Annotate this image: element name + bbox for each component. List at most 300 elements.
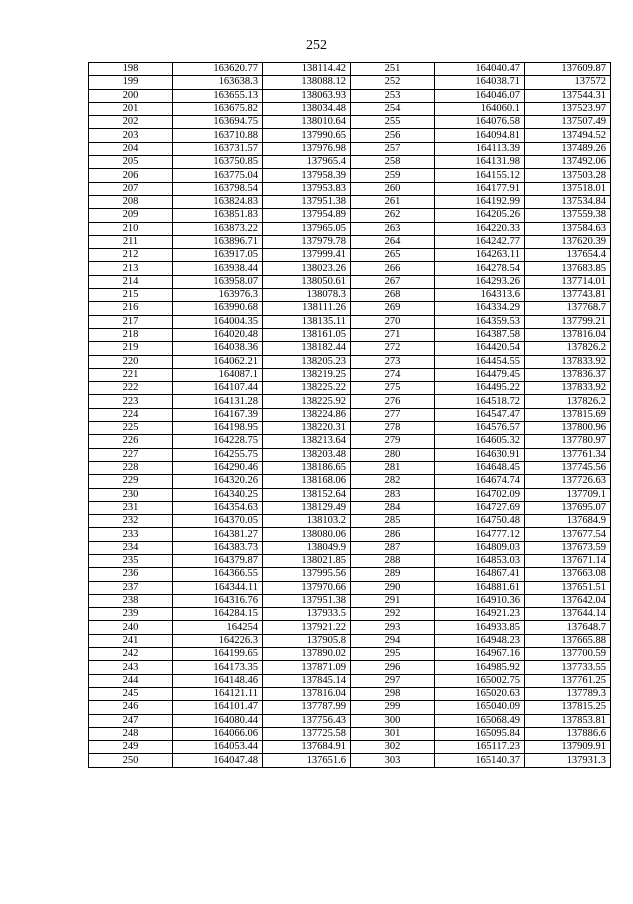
x-coordinate-right-cell: 164702.09	[435, 488, 525, 501]
y-coordinate-right-cell: 137654.4	[525, 249, 611, 262]
y-coordinate-left-cell: 138152.64	[263, 488, 351, 501]
x-coordinate-right-cell: 165095.84	[435, 727, 525, 740]
y-coordinate-right-cell: 137559.38	[525, 209, 611, 222]
point-number-left-cell: 242	[89, 648, 173, 661]
point-number-left-cell: 240	[89, 621, 173, 634]
point-number-left-cell: 209	[89, 209, 173, 222]
point-number-left-cell: 239	[89, 608, 173, 621]
table-row	[89, 142, 611, 155]
x-coordinate-left-cell: 164062.21	[173, 355, 263, 368]
y-coordinate-left-cell: 138213.64	[263, 435, 351, 448]
point-number-left-cell: 241	[89, 634, 173, 647]
y-coordinate-left-cell: 137979.78	[263, 235, 351, 248]
x-coordinate-left-cell: 164087.1	[173, 368, 263, 381]
table-row	[89, 328, 611, 341]
point-number-left-cell: 233	[89, 528, 173, 541]
x-coordinate-left-cell: 163655.13	[173, 89, 263, 102]
point-number-left-cell: 246	[89, 701, 173, 714]
table-row	[89, 102, 611, 115]
x-coordinate-right-cell: 164040.47	[435, 63, 525, 76]
y-coordinate-right-cell: 137648.7	[525, 621, 611, 634]
table-row	[89, 594, 611, 607]
x-coordinate-left-cell: 163990.68	[173, 302, 263, 315]
y-coordinate-right-cell: 137761.25	[525, 674, 611, 687]
x-coordinate-left-cell: 164107.44	[173, 382, 263, 395]
y-coordinate-left-cell: 138168.06	[263, 475, 351, 488]
point-number-right-cell: 293	[351, 621, 435, 634]
x-coordinate-right-cell: 164113.39	[435, 142, 525, 155]
y-coordinate-left-cell: 138219.25	[263, 368, 351, 381]
point-number-right-cell: 289	[351, 568, 435, 581]
point-number-right-cell: 259	[351, 169, 435, 182]
y-coordinate-left-cell: 137787.99	[263, 701, 351, 714]
y-coordinate-right-cell: 137518.01	[525, 182, 611, 195]
point-number-right-cell: 302	[351, 741, 435, 754]
x-coordinate-left-cell: 163851.83	[173, 209, 263, 222]
y-coordinate-left-cell: 137976.98	[263, 142, 351, 155]
table-row	[89, 355, 611, 368]
point-number-left-cell: 203	[89, 129, 173, 142]
point-number-right-cell: 285	[351, 515, 435, 528]
table-row	[89, 475, 611, 488]
table-row	[89, 515, 611, 528]
x-coordinate-right-cell: 164094.81	[435, 129, 525, 142]
y-coordinate-left-cell: 138021.85	[263, 554, 351, 567]
y-coordinate-left-cell: 138161.05	[263, 328, 351, 341]
x-coordinate-right-cell: 164359.53	[435, 315, 525, 328]
point-number-right-cell: 300	[351, 714, 435, 727]
y-coordinate-left-cell: 137845.14	[263, 674, 351, 687]
point-number-left-cell: 208	[89, 195, 173, 208]
point-number-right-cell: 276	[351, 395, 435, 408]
x-coordinate-right-cell: 164727.69	[435, 501, 525, 514]
table-row	[89, 435, 611, 448]
table-body	[89, 63, 611, 768]
y-coordinate-left-cell: 138063.93	[263, 89, 351, 102]
y-coordinate-right-cell: 137671.14	[525, 554, 611, 567]
y-coordinate-left-cell: 138220.31	[263, 422, 351, 435]
x-coordinate-right-cell: 164985.92	[435, 661, 525, 674]
point-number-right-cell: 288	[351, 554, 435, 567]
point-number-left-cell: 219	[89, 342, 173, 355]
point-number-left-cell: 244	[89, 674, 173, 687]
point-number-right-cell: 303	[351, 754, 435, 767]
table-row	[89, 568, 611, 581]
point-number-left-cell: 247	[89, 714, 173, 727]
y-coordinate-right-cell: 137494.52	[525, 129, 611, 142]
x-coordinate-left-cell: 164255.75	[173, 448, 263, 461]
point-number-left-cell: 231	[89, 501, 173, 514]
x-coordinate-left-cell: 164066.06	[173, 727, 263, 740]
point-number-right-cell: 275	[351, 382, 435, 395]
y-coordinate-left-cell: 137958.39	[263, 169, 351, 182]
y-coordinate-left-cell: 138034.48	[263, 102, 351, 115]
point-number-right-cell: 291	[351, 594, 435, 607]
point-number-right-cell: 264	[351, 235, 435, 248]
y-coordinate-left-cell: 137965.05	[263, 222, 351, 235]
point-number-right-cell: 278	[351, 422, 435, 435]
x-coordinate-left-cell: 163620.77	[173, 63, 263, 76]
y-coordinate-right-cell: 137684.9	[525, 515, 611, 528]
x-coordinate-right-cell: 165068.49	[435, 714, 525, 727]
x-coordinate-right-cell: 164313.6	[435, 289, 525, 302]
point-number-left-cell: 204	[89, 142, 173, 155]
point-number-left-cell: 249	[89, 741, 173, 754]
x-coordinate-right-cell: 164263.11	[435, 249, 525, 262]
x-coordinate-left-cell: 164344.11	[173, 581, 263, 594]
y-coordinate-right-cell: 137833.92	[525, 382, 611, 395]
y-coordinate-right-cell: 137909.91	[525, 741, 611, 754]
point-number-left-cell: 243	[89, 661, 173, 674]
y-coordinate-left-cell: 137921.22	[263, 621, 351, 634]
x-coordinate-right-cell: 164576.57	[435, 422, 525, 435]
x-coordinate-right-cell: 165020.63	[435, 687, 525, 700]
x-coordinate-left-cell: 164121.11	[173, 687, 263, 700]
y-coordinate-right-cell: 137789.3	[525, 687, 611, 700]
y-coordinate-left-cell: 137816.04	[263, 687, 351, 700]
point-number-right-cell: 263	[351, 222, 435, 235]
x-coordinate-right-cell: 164547.47	[435, 408, 525, 421]
x-coordinate-right-cell: 164060.1	[435, 102, 525, 115]
x-coordinate-right-cell: 164334.29	[435, 302, 525, 315]
x-coordinate-left-cell: 163775.04	[173, 169, 263, 182]
point-number-left-cell: 226	[89, 435, 173, 448]
x-coordinate-right-cell: 164809.03	[435, 541, 525, 554]
point-number-right-cell: 252	[351, 76, 435, 89]
x-coordinate-left-cell: 164080.44	[173, 714, 263, 727]
point-number-left-cell: 216	[89, 302, 173, 315]
point-number-left-cell: 232	[89, 515, 173, 528]
x-coordinate-left-cell: 164340.25	[173, 488, 263, 501]
x-coordinate-left-cell: 164284.15	[173, 608, 263, 621]
point-number-left-cell: 214	[89, 275, 173, 288]
point-number-right-cell: 299	[351, 701, 435, 714]
table-row	[89, 315, 611, 328]
x-coordinate-right-cell: 164454.55	[435, 355, 525, 368]
point-number-left-cell: 225	[89, 422, 173, 435]
point-number-left-cell: 221	[89, 368, 173, 381]
point-number-right-cell: 279	[351, 435, 435, 448]
x-coordinate-right-cell: 164867.41	[435, 568, 525, 581]
point-number-right-cell: 266	[351, 262, 435, 275]
point-number-right-cell: 257	[351, 142, 435, 155]
x-coordinate-left-cell: 163917.05	[173, 249, 263, 262]
y-coordinate-left-cell: 138080.06	[263, 528, 351, 541]
x-coordinate-left-cell: 163896.71	[173, 235, 263, 248]
table-row	[89, 222, 611, 235]
point-number-right-cell: 270	[351, 315, 435, 328]
y-coordinate-left-cell: 138103.2	[263, 515, 351, 528]
x-coordinate-right-cell: 164278.54	[435, 262, 525, 275]
point-number-right-cell: 258	[351, 156, 435, 169]
point-number-left-cell: 235	[89, 554, 173, 567]
point-number-left-cell: 210	[89, 222, 173, 235]
point-number-left-cell: 207	[89, 182, 173, 195]
table-row	[89, 634, 611, 647]
point-number-right-cell: 287	[351, 541, 435, 554]
x-coordinate-right-cell: 164420.54	[435, 342, 525, 355]
table-row	[89, 302, 611, 315]
point-number-left-cell: 202	[89, 116, 173, 129]
x-coordinate-left-cell: 163731.57	[173, 142, 263, 155]
x-coordinate-left-cell: 164199.65	[173, 648, 263, 661]
table-row	[89, 648, 611, 661]
point-number-left-cell: 215	[89, 289, 173, 302]
point-number-right-cell: 268	[351, 289, 435, 302]
x-coordinate-left-cell: 164004.35	[173, 315, 263, 328]
y-coordinate-left-cell: 137933.5	[263, 608, 351, 621]
x-coordinate-left-cell: 164226.3	[173, 634, 263, 647]
y-coordinate-left-cell: 137951.38	[263, 594, 351, 607]
y-coordinate-left-cell: 137684.91	[263, 741, 351, 754]
y-coordinate-left-cell: 138129.49	[263, 501, 351, 514]
y-coordinate-left-cell: 138111.26	[263, 302, 351, 315]
table-row	[89, 63, 611, 76]
y-coordinate-right-cell: 137800.96	[525, 422, 611, 435]
x-coordinate-left-cell: 164370.05	[173, 515, 263, 528]
point-number-right-cell: 292	[351, 608, 435, 621]
point-number-right-cell: 256	[351, 129, 435, 142]
x-coordinate-right-cell: 164131.98	[435, 156, 525, 169]
x-coordinate-right-cell: 164479.45	[435, 368, 525, 381]
x-coordinate-right-cell: 164495.22	[435, 382, 525, 395]
y-coordinate-left-cell: 138114.42	[263, 63, 351, 76]
point-number-left-cell: 205	[89, 156, 173, 169]
point-number-right-cell: 262	[351, 209, 435, 222]
y-coordinate-right-cell: 137673.59	[525, 541, 611, 554]
point-number-right-cell: 280	[351, 448, 435, 461]
x-coordinate-left-cell: 164254	[173, 621, 263, 634]
point-number-right-cell: 261	[351, 195, 435, 208]
x-coordinate-left-cell: 164290.46	[173, 461, 263, 474]
x-coordinate-right-cell: 165140.37	[435, 754, 525, 767]
table-row	[89, 554, 611, 567]
table-row	[89, 342, 611, 355]
table-row	[89, 608, 611, 621]
point-number-left-cell: 224	[89, 408, 173, 421]
table-row	[89, 382, 611, 395]
point-number-left-cell: 230	[89, 488, 173, 501]
y-coordinate-left-cell: 138225.22	[263, 382, 351, 395]
table-row	[89, 169, 611, 182]
table-row	[89, 262, 611, 275]
point-number-left-cell: 236	[89, 568, 173, 581]
x-coordinate-right-cell: 164293.26	[435, 275, 525, 288]
y-coordinate-right-cell: 137665.88	[525, 634, 611, 647]
table-row	[89, 674, 611, 687]
point-number-left-cell: 218	[89, 328, 173, 341]
point-number-left-cell: 248	[89, 727, 173, 740]
y-coordinate-right-cell: 137709.1	[525, 488, 611, 501]
point-number-right-cell: 290	[351, 581, 435, 594]
point-number-right-cell: 282	[351, 475, 435, 488]
x-coordinate-left-cell: 163938.44	[173, 262, 263, 275]
table-row	[89, 541, 611, 554]
x-coordinate-left-cell: 163798.54	[173, 182, 263, 195]
y-coordinate-right-cell: 137726.63	[525, 475, 611, 488]
x-coordinate-right-cell: 164853.03	[435, 554, 525, 567]
x-coordinate-right-cell: 164192.99	[435, 195, 525, 208]
point-number-left-cell: 245	[89, 687, 173, 700]
point-number-right-cell: 272	[351, 342, 435, 355]
x-coordinate-right-cell: 164967.16	[435, 648, 525, 661]
y-coordinate-right-cell: 137799.21	[525, 315, 611, 328]
x-coordinate-right-cell: 164921.23	[435, 608, 525, 621]
x-coordinate-left-cell: 164366.55	[173, 568, 263, 581]
table-row	[89, 275, 611, 288]
y-coordinate-right-cell: 137683.85	[525, 262, 611, 275]
y-coordinate-left-cell: 137990.65	[263, 129, 351, 142]
y-coordinate-left-cell: 137995.56	[263, 568, 351, 581]
y-coordinate-left-cell: 138050.61	[263, 275, 351, 288]
x-coordinate-right-cell: 164242.77	[435, 235, 525, 248]
y-coordinate-right-cell: 137745.56	[525, 461, 611, 474]
y-coordinate-left-cell: 137871.09	[263, 661, 351, 674]
table-row	[89, 727, 611, 740]
y-coordinate-right-cell: 137663.08	[525, 568, 611, 581]
x-coordinate-left-cell: 164320.26	[173, 475, 263, 488]
point-number-left-cell: 212	[89, 249, 173, 262]
point-number-right-cell: 294	[351, 634, 435, 647]
x-coordinate-left-cell: 164131.28	[173, 395, 263, 408]
y-coordinate-left-cell: 138010.64	[263, 116, 351, 129]
y-coordinate-right-cell: 137644.14	[525, 608, 611, 621]
y-coordinate-left-cell: 138088.12	[263, 76, 351, 89]
table-row	[89, 249, 611, 262]
point-number-left-cell: 250	[89, 754, 173, 767]
x-coordinate-left-cell: 164316.76	[173, 594, 263, 607]
point-number-right-cell: 286	[351, 528, 435, 541]
y-coordinate-right-cell: 137507.49	[525, 116, 611, 129]
x-coordinate-left-cell: 163873.22	[173, 222, 263, 235]
y-coordinate-left-cell: 138078.3	[263, 289, 351, 302]
point-number-right-cell: 265	[351, 249, 435, 262]
point-number-right-cell: 253	[351, 89, 435, 102]
point-number-right-cell: 281	[351, 461, 435, 474]
table-row	[89, 209, 611, 222]
y-coordinate-right-cell: 137826.2	[525, 395, 611, 408]
y-coordinate-left-cell: 137953.83	[263, 182, 351, 195]
x-coordinate-left-cell: 164228.75	[173, 435, 263, 448]
point-number-left-cell: 229	[89, 475, 173, 488]
x-coordinate-right-cell: 164910.36	[435, 594, 525, 607]
x-coordinate-right-cell: 164948.23	[435, 634, 525, 647]
x-coordinate-right-cell: 164046.07	[435, 89, 525, 102]
table-row	[89, 714, 611, 727]
point-number-left-cell: 211	[89, 235, 173, 248]
y-coordinate-right-cell: 137651.51	[525, 581, 611, 594]
point-number-left-cell: 234	[89, 541, 173, 554]
y-coordinate-right-cell: 137768.7	[525, 302, 611, 315]
point-number-right-cell: 269	[351, 302, 435, 315]
y-coordinate-right-cell: 137677.54	[525, 528, 611, 541]
point-number-right-cell: 298	[351, 687, 435, 700]
y-coordinate-right-cell: 137815.69	[525, 408, 611, 421]
point-number-left-cell: 201	[89, 102, 173, 115]
y-coordinate-left-cell: 138182.44	[263, 342, 351, 355]
y-coordinate-right-cell: 137853.81	[525, 714, 611, 727]
table-row	[89, 461, 611, 474]
table-row	[89, 687, 611, 700]
y-coordinate-left-cell: 137905.8	[263, 634, 351, 647]
table-row	[89, 581, 611, 594]
point-number-left-cell: 228	[89, 461, 173, 474]
table-row	[89, 754, 611, 767]
y-coordinate-left-cell: 137725.58	[263, 727, 351, 740]
x-coordinate-left-cell: 163824.83	[173, 195, 263, 208]
table-row	[89, 182, 611, 195]
point-number-right-cell: 295	[351, 648, 435, 661]
point-number-right-cell: 273	[351, 355, 435, 368]
y-coordinate-right-cell: 137816.04	[525, 328, 611, 341]
x-coordinate-left-cell: 163638.3	[173, 76, 263, 89]
point-number-left-cell: 213	[89, 262, 173, 275]
coordinates-table	[88, 62, 611, 768]
y-coordinate-left-cell: 137999.41	[263, 249, 351, 262]
point-number-right-cell: 301	[351, 727, 435, 740]
table-row	[89, 116, 611, 129]
y-coordinate-left-cell: 137970.66	[263, 581, 351, 594]
y-coordinate-left-cell: 137890.02	[263, 648, 351, 661]
x-coordinate-left-cell: 164053.44	[173, 741, 263, 754]
x-coordinate-right-cell: 164605.32	[435, 435, 525, 448]
point-number-left-cell: 199	[89, 76, 173, 89]
table-row	[89, 76, 611, 89]
x-coordinate-left-cell: 164101.47	[173, 701, 263, 714]
y-coordinate-left-cell: 138186.65	[263, 461, 351, 474]
point-number-right-cell: 260	[351, 182, 435, 195]
y-coordinate-right-cell: 137523.97	[525, 102, 611, 115]
page-number: 252	[306, 38, 327, 53]
point-number-left-cell: 220	[89, 355, 173, 368]
y-coordinate-right-cell: 137572	[525, 76, 611, 89]
y-coordinate-left-cell: 138224.86	[263, 408, 351, 421]
x-coordinate-right-cell: 164205.26	[435, 209, 525, 222]
table-row	[89, 289, 611, 302]
table-row	[89, 741, 611, 754]
point-number-right-cell: 271	[351, 328, 435, 341]
x-coordinate-right-cell: 165002.75	[435, 674, 525, 687]
table-row	[89, 422, 611, 435]
point-number-left-cell: 206	[89, 169, 173, 182]
table-row	[89, 408, 611, 421]
x-coordinate-left-cell: 164383.73	[173, 541, 263, 554]
x-coordinate-right-cell: 164674.74	[435, 475, 525, 488]
x-coordinate-left-cell: 163694.75	[173, 116, 263, 129]
x-coordinate-right-cell: 164155.12	[435, 169, 525, 182]
x-coordinate-right-cell: 165040.09	[435, 701, 525, 714]
y-coordinate-right-cell: 137886.6	[525, 727, 611, 740]
x-coordinate-left-cell: 164381.27	[173, 528, 263, 541]
x-coordinate-left-cell: 163958.07	[173, 275, 263, 288]
y-coordinate-right-cell: 137761.34	[525, 448, 611, 461]
x-coordinate-left-cell: 164198.95	[173, 422, 263, 435]
y-coordinate-right-cell: 137642.04	[525, 594, 611, 607]
x-coordinate-left-cell: 164148.46	[173, 674, 263, 687]
y-coordinate-right-cell: 137714.01	[525, 275, 611, 288]
point-number-left-cell: 222	[89, 382, 173, 395]
y-coordinate-right-cell: 137492.06	[525, 156, 611, 169]
x-coordinate-right-cell: 164630.91	[435, 448, 525, 461]
point-number-right-cell: 277	[351, 408, 435, 421]
x-coordinate-left-cell: 164173.35	[173, 661, 263, 674]
y-coordinate-left-cell: 137954.89	[263, 209, 351, 222]
y-coordinate-left-cell: 137951.38	[263, 195, 351, 208]
point-number-right-cell: 251	[351, 63, 435, 76]
table-row	[89, 368, 611, 381]
point-number-right-cell: 274	[351, 368, 435, 381]
x-coordinate-right-cell: 164933.85	[435, 621, 525, 634]
